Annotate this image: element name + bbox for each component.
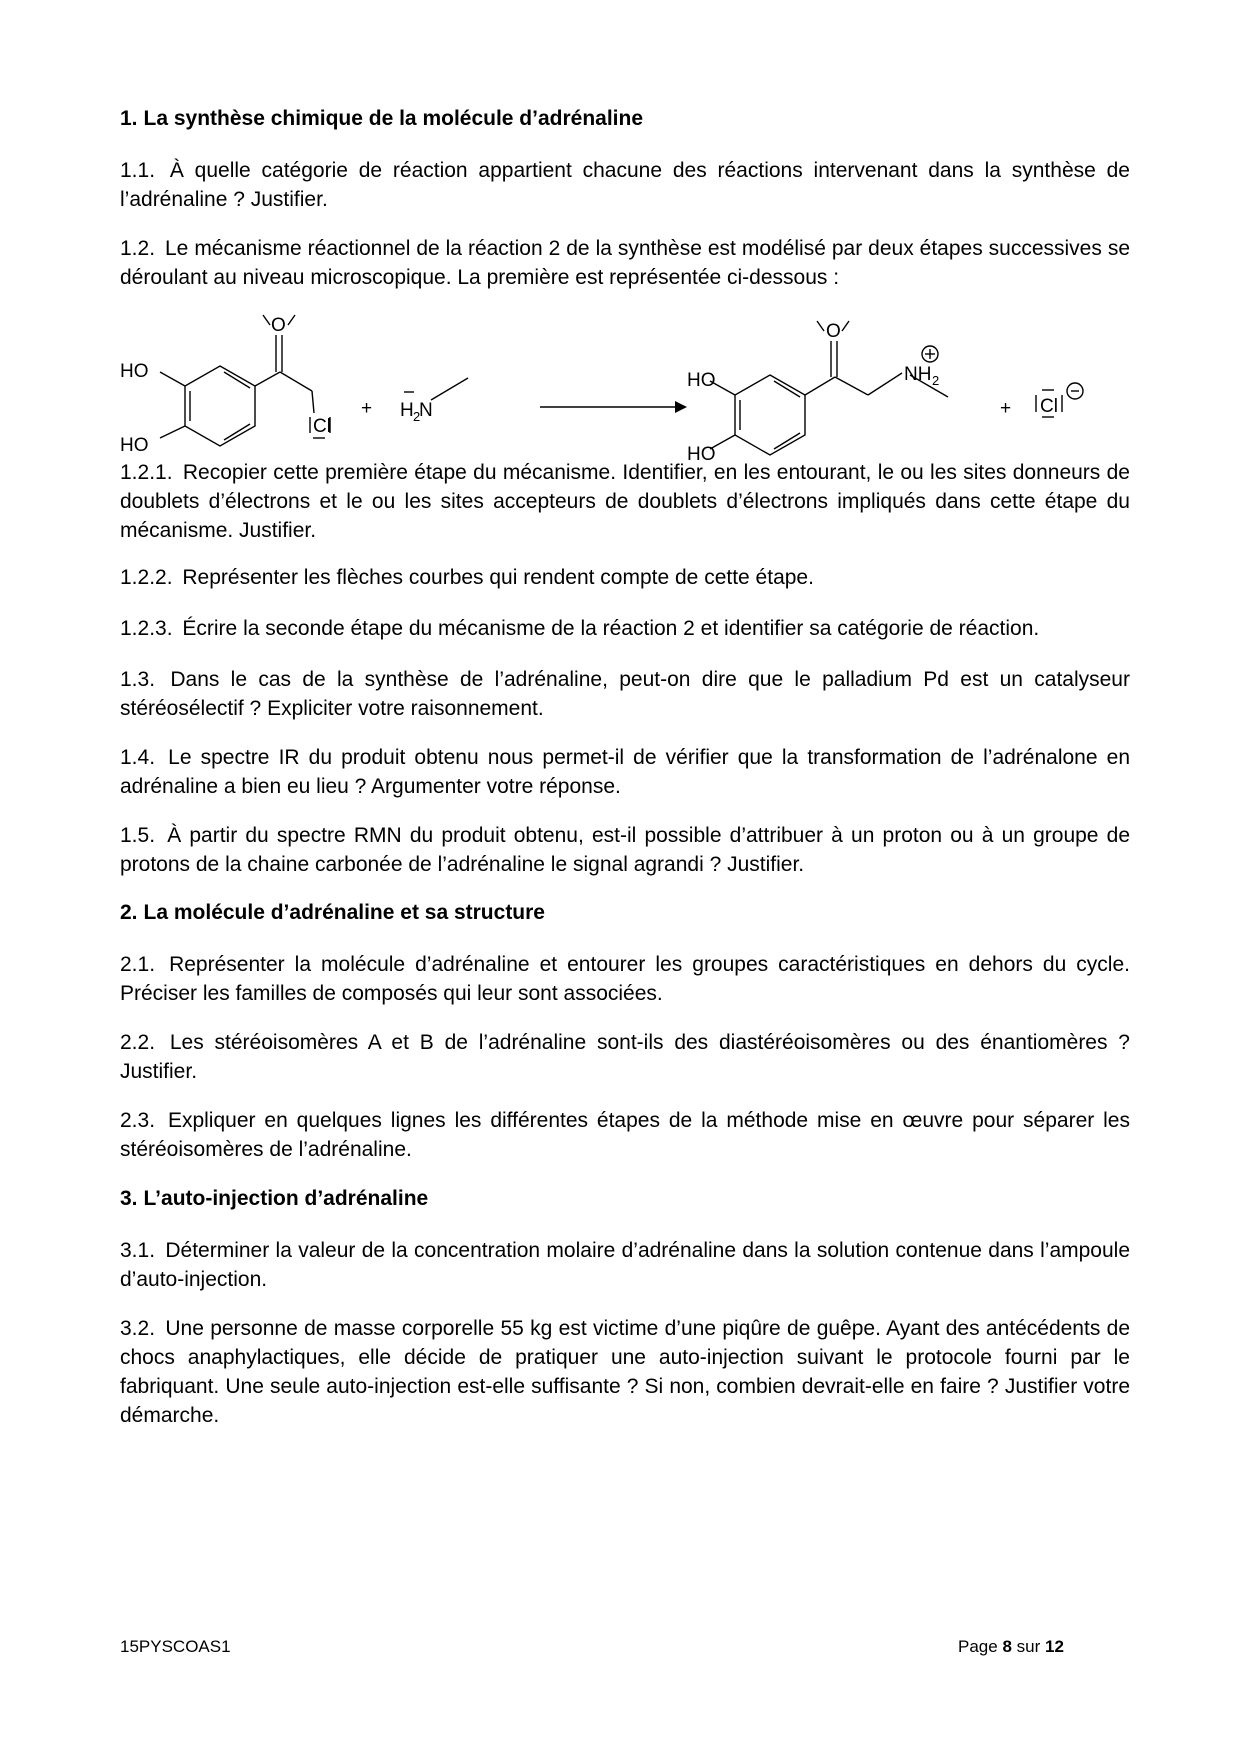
product-ho-top: HO [687, 370, 716, 391]
amine-hydrogen: H [400, 400, 414, 421]
section-3-title: L’auto-injection d’adrénaline [143, 1187, 429, 1210]
question-text: Expliquer en quelques lignes les différentes étapes de la méthode mise en œuvre pour séparer les stéréoisomères de l’adrénaline. [120, 1109, 1130, 1161]
question-number: 2.1. [120, 953, 156, 976]
reactant-oxygen: O [271, 315, 286, 336]
question-text: Le mécanisme réactionnel de la réaction 2 de la synthèse est modélisé par deux étapes successives se déroulant au niveau microscopique. La première est représentée ci-dessous : [120, 237, 1130, 289]
question-number: 1.2. [120, 237, 156, 260]
section-1-title: La synthèse chimique de la molécule d’adrénaline [143, 107, 644, 130]
question-number: 1.4. [120, 746, 156, 769]
section-3-heading [120, 1184, 1130, 1213]
question-text: Écrire la seconde étape du mécanisme de la réaction 2 et identifier sa catégorie de réaction. [182, 617, 1040, 640]
question-text: À partir du spectre RMN du produit obtenu, est-il possible d’attribuer à un proton ou à un groupe de protons de la chaine carbonée de l’adrénaline le signal agrandi ? Justifier. [120, 824, 1130, 876]
section-1-number: 1. [120, 107, 138, 130]
question-1-5 [120, 821, 1130, 879]
question-text: Représenter la molécule d’adrénaline et entourer les groupes caractéristiques en dehors du cycle. Préciser les familles de composés qui leur sont associées. [120, 953, 1130, 1005]
footer-page-number [958, 1637, 1064, 1657]
plus-sign-1: + [361, 398, 373, 419]
reactant-ho-bottom: HO [120, 435, 149, 456]
footer-page-current: 8 [1002, 1637, 1012, 1656]
footer-exam-code: 15PYSCOAS1 [120, 1637, 231, 1656]
section-1-heading [120, 104, 1130, 133]
product-nh-subscript: 2 [932, 373, 940, 388]
question-2-3 [120, 1106, 1130, 1164]
question-text: Déterminer la valeur de la concentration molaire d’adrénaline dans la solution contenue dans l’ampoule d’auto-injection. [120, 1239, 1130, 1291]
question-1-2 [120, 234, 1130, 292]
footer-page-total: 12 [1045, 1637, 1064, 1656]
exam-page [120, 0, 1130, 1754]
question-number: 2.3. [120, 1109, 156, 1132]
product-ho-bottom: HO [687, 444, 716, 465]
amine-nitrogen: N [419, 400, 433, 421]
question-number: 1.2.3. [120, 617, 173, 640]
question-3-1 [120, 1236, 1130, 1294]
question-1-4 [120, 743, 1130, 801]
section-2-heading [120, 898, 1130, 927]
question-text: Représenter les flèches courbes qui rendent compte de cette étape. [182, 566, 814, 589]
question-3-2 [120, 1314, 1130, 1430]
question-text: À quelle catégorie de réaction appartient chacune des réactions intervenant dans la synthèse de l’adrénaline ? Justifier. [120, 159, 1130, 211]
footer-page-of: sur [1016, 1637, 1041, 1656]
question-1-1 [120, 156, 1130, 214]
section-2-title: La molécule d’adrénaline et sa structure [143, 901, 545, 924]
question-text: Recopier cette première étape du mécanisme. Identifier, en les entourant, le ou les sites donneurs de doublets d’électrons et le ou les sites accepteurs de doublets d’électrons impliqués dans cette étape du mécanisme. Justifier. [120, 461, 1130, 542]
question-text: Le spectre IR du produit obtenu nous permet-il de vérifier que la transformation de l’adrénalone en adrénaline a bien eu lieu ? Argumenter votre réponse. [120, 746, 1130, 798]
product-oxygen: O [826, 321, 841, 342]
question-number: 1.2.1. [120, 461, 173, 484]
question-2-1 [120, 950, 1130, 1008]
reactant-chlorine: Cl [313, 416, 331, 437]
question-1-2-3 [120, 614, 1130, 643]
amine-hydrogen-subscript: 2 [413, 409, 421, 424]
footer-page-word: Page [958, 1637, 998, 1656]
question-number: 1.2.2. [120, 566, 173, 589]
question-text: Une personne de masse corporelle 55 kg est victime d’une piqûre de guêpe. Ayant des antécédents de chocs anaphylactiques, elle décide de pratiquer une auto-injection suivant le protocole fourni par le fabriquant. Une seule auto-injection est-elle suffisante ? Si non, combien devrait-elle en faire ? Justifier votre démarche. [120, 1317, 1130, 1427]
question-text: Dans le cas de la synthèse de l’adrénaline, peut-on dire que le palladium Pd est un catalyseur stéréosélectif ? Expliciter votre raisonnement. [120, 668, 1130, 720]
product-nh: NH [904, 364, 932, 385]
reactant-ho-top: HO [120, 361, 149, 382]
question-2-2 [120, 1028, 1130, 1086]
question-number: 1.1. [120, 159, 156, 182]
question-text: Les stéréoisomères A et B de l’adrénaline sont-ils des diastéréoisomères ou des énantiomères ? Justifier. [120, 1031, 1130, 1083]
question-number: 1.5. [120, 824, 156, 847]
question-number: 1.3. [120, 668, 156, 691]
question-number: 3.2. [120, 1317, 156, 1340]
plus-sign-2: + [1000, 398, 1012, 419]
question-1-2-2 [120, 563, 1130, 592]
section-2-number: 2. [120, 901, 138, 924]
question-1-2-1 [120, 458, 1130, 545]
chloride-ion: Cl [1040, 396, 1058, 417]
section-3-number: 3. [120, 1187, 138, 1210]
question-number: 2.2. [120, 1031, 156, 1054]
question-number: 3.1. [120, 1239, 156, 1262]
question-1-3 [120, 665, 1130, 723]
